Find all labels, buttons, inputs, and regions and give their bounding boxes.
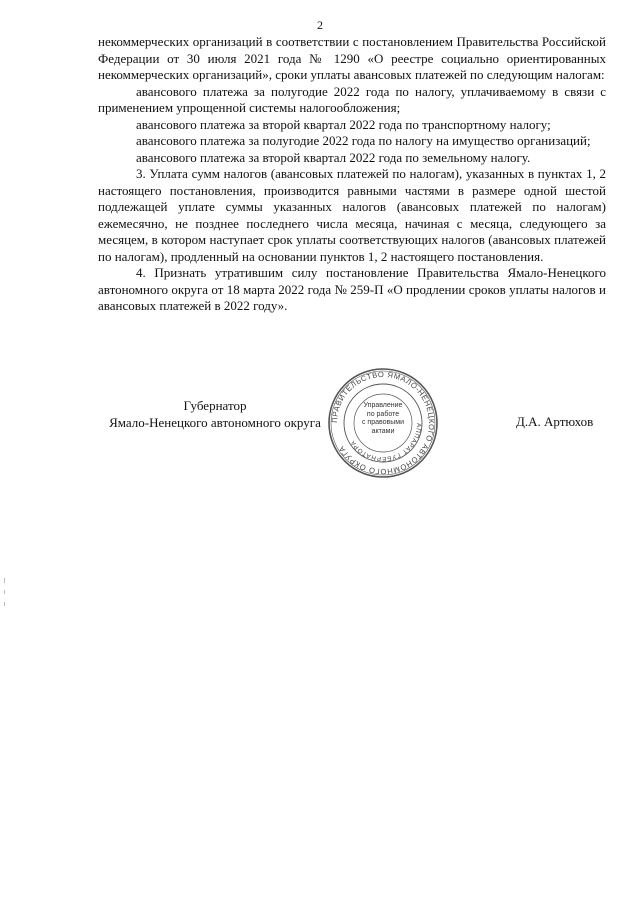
stamp-center-line: по работе [366, 410, 400, 418]
stamp-center-line: с правовыми [361, 419, 405, 426]
document-body [98, 34, 606, 315]
signatory-region: Ямало-Ненецкого автономного округа [109, 414, 321, 430]
stamp-inner-text: АППАРАТ ГУБЕРНАТОРА [349, 422, 423, 463]
stamp-outer-text: ПРАВИТЕЛЬСТВО ЯМАЛО-НЕНЕЦКОГО АВТОНОМНОГО ОКРУГА [329, 369, 437, 477]
paragraph-usn-advance: авансового платежа за полугодие 2022 года по налогу, уплачиваемому в связи с применением упрощенной системы налогообложения; [98, 83, 606, 115]
signatory-position: Губернатор [183, 398, 247, 413]
scan-margin-marks [4, 0, 12, 905]
paragraph-continuation: некоммерческих организаций в соответствии с постановлением Правительства Российской Федерации от 30 июля 2021 года № 1290 «О реестре социально ориентированных некоммерческих организаций», сроки уплаты авансовых платежей по следующим налогам: [98, 34, 606, 82]
stamp-center-line: актами [371, 427, 395, 435]
signatory-title [100, 398, 330, 431]
stamp-center-text [356, 402, 410, 436]
page-number: 2 [317, 18, 323, 32]
paragraph-item-4: 4. Признать утратившим силу постановление Правительства Ямало-Ненецкого автономного округа от 18 марта 2022 года № 259-П «О продлении сроков уплаты налогов и авансовых платежей в 2022 году». [98, 265, 606, 313]
official-stamp [326, 366, 440, 480]
paragraph-transport-tax: авансового платежа за второй квартал 2022 года по транспортному налогу; [136, 116, 551, 132]
stamp-center-line: Управление [363, 402, 403, 409]
paragraph-land-tax: авансового платежа за второй квартал 2022 года по земельному налогу. [136, 149, 531, 165]
paragraph-property-tax: авансового платежа за полугодие 2022 года по налогу на имущество организаций; [136, 133, 591, 148]
signature-block [0, 369, 640, 484]
signatory-name: Д.А. Артюхов [516, 414, 594, 429]
paragraph-item-3: 3. Уплата сумм налогов (авансовых платежей по налогам), указанных в пунктах 1, 2 настоящего постановления, производится равными частями в размере одной шестой подлежащей уплате суммы указанных налогов (авансовых платежей по налогам) ежемесячно, не позднее последнего числа месяца, начиная с месяца, следующего за месяцем, в котором наступает срок уплаты соответствующих налогов (авансовых платежей по налогам), продленный на основании пунктов 1, 2 настоящего постановления. [98, 166, 606, 264]
